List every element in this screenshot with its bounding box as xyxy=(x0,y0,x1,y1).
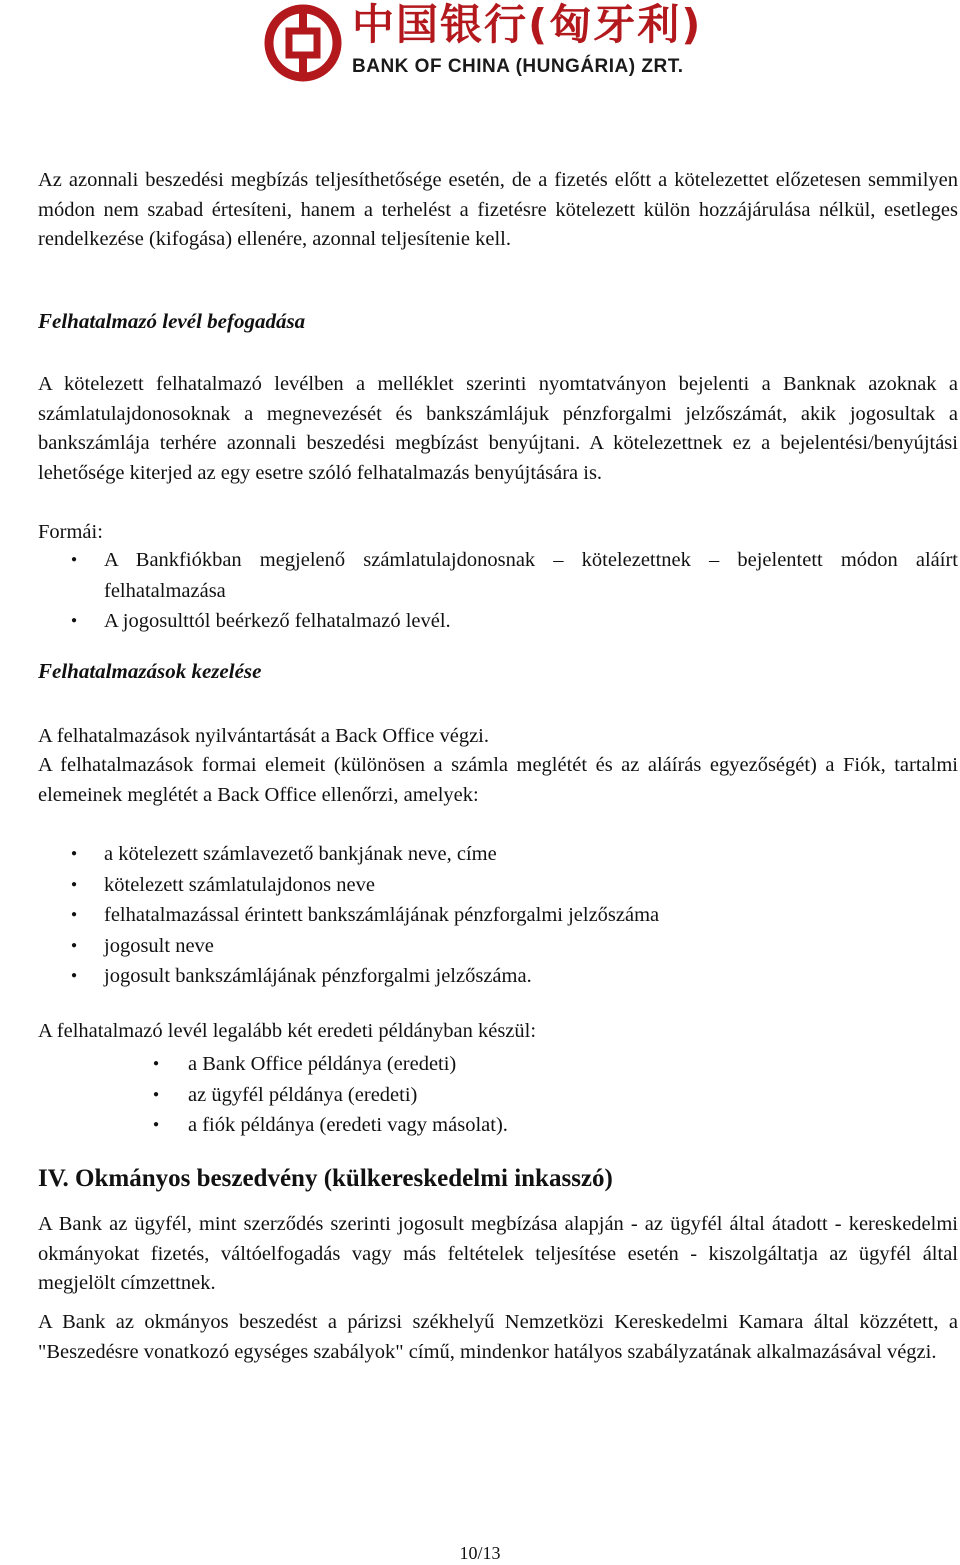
handling-paragraph-1: A felhatalmazások nyilvántartását a Back Office végzi. xyxy=(38,725,489,747)
list-item: ● felhatalmazással érintett bankszámlájának pénzforgalmi jelzőszáma xyxy=(104,900,958,931)
list-item: ● A Bankfiókban megjelenő számlatulajdonosnak – kötelezettnek – bejelentett módon aláírt felhatalmazása xyxy=(104,545,958,606)
list-item: ● jogosult neve xyxy=(104,931,958,962)
content-elements-list xyxy=(104,839,958,992)
page-number: 10/13 xyxy=(459,1543,501,1563)
bank-of-china-logo-icon xyxy=(262,2,344,84)
forms-label: Formái: xyxy=(38,521,103,543)
forms-list xyxy=(104,545,958,637)
handling-paragraph-2: A felhatalmazások formai elemeit (különösen a számla meglétét és az aláírás egyezőségét) a Fiók, tartalmi elemeinek meglétét a Back Office ellenőrzi, amelyek: xyxy=(38,754,958,806)
section-heading-authorization-handling: Felhatalmazások kezelése xyxy=(38,659,262,683)
intro-paragraph: Az azonnali beszedési megbízás teljesíthetősége esetén, de a fizetés előtt a kötelezettet előzetesen semmilyen módon nem szabad értesíteni, hanem a terhelést a fizetésre kötelezett külön hozzájárulása nélkül, esetleges rendelkezése (kifogása) ellenére, azonnal teljesítenie kell. xyxy=(38,169,958,250)
copies-intro: A felhatalmazó levél legalább két eredeti példányban készül: xyxy=(38,1020,537,1042)
logo-english-name: BANK OF CHINA (HUNGÁRIA) ZRT. xyxy=(352,56,684,77)
list-item: ● a kötelezett számlavezető bankjának neve, címe xyxy=(104,839,958,870)
list-item: ● az ügyfél példánya (eredeti) xyxy=(188,1080,888,1111)
logo-chinese-name: 中国银行(匈牙利) xyxy=(352,0,703,49)
section-heading-authorization-letter: Felhatalmazó levél befogadása xyxy=(38,309,306,333)
copies-list xyxy=(188,1049,888,1141)
list-item: ● A jogosulttól beérkező felhatalmazó levél. xyxy=(104,606,958,637)
authorization-paragraph: A kötelezett felhatalmazó levélben a melléklet szerinti nyomtatványon bejelenti a Banknak azoknak a számlatulajdonosoknak a megnevezését és bankszámlájuk pénzforgalmi jelzőszámát, akik jogosultak a bankszámlája terhére azonnali beszedési megbízást benyújtani. A kötelezettnek ez a bejelentési/benyújtási lehetősége kiterjed az egy esetre szóló felhatalmazás benyújtására is. xyxy=(38,373,958,484)
list-item: ● jogosult bankszámlájának pénzforgalmi jelzőszáma. xyxy=(104,961,958,992)
list-item: ● kötelezett számlatulajdonos neve xyxy=(104,870,958,901)
collection-paragraph-1: A Bank az ügyfél, mint szerződés szerinti jogosult megbízása alapján - az ügyfél által átadott - kereskedelmi okmányokat fizetés, váltóelfogadás vagy más feltételek teljesítése esetén - kiszolgáltatja az ügyfél által megjelölt címzettnek. xyxy=(38,1213,958,1294)
collection-paragraph-2: A Bank az okmányos beszedést a párizsi székhelyű Nemzetközi Kereskedelmi Kamara által közzétett, a "Beszedésre vonatkozó egységes szabályok" című, mindenkor hatályos szabályzatának alkalmazásával végzi. xyxy=(38,1311,958,1363)
bank-header xyxy=(0,0,960,90)
list-item: ● a fiók példánya (eredeti vagy másolat). xyxy=(188,1110,888,1141)
list-item: ● a Bank Office példánya (eredeti) xyxy=(188,1049,888,1080)
section-heading-documentary-collection: IV. Okmányos beszedvény (külkereskedelmi inkasszó) xyxy=(38,1165,613,1192)
